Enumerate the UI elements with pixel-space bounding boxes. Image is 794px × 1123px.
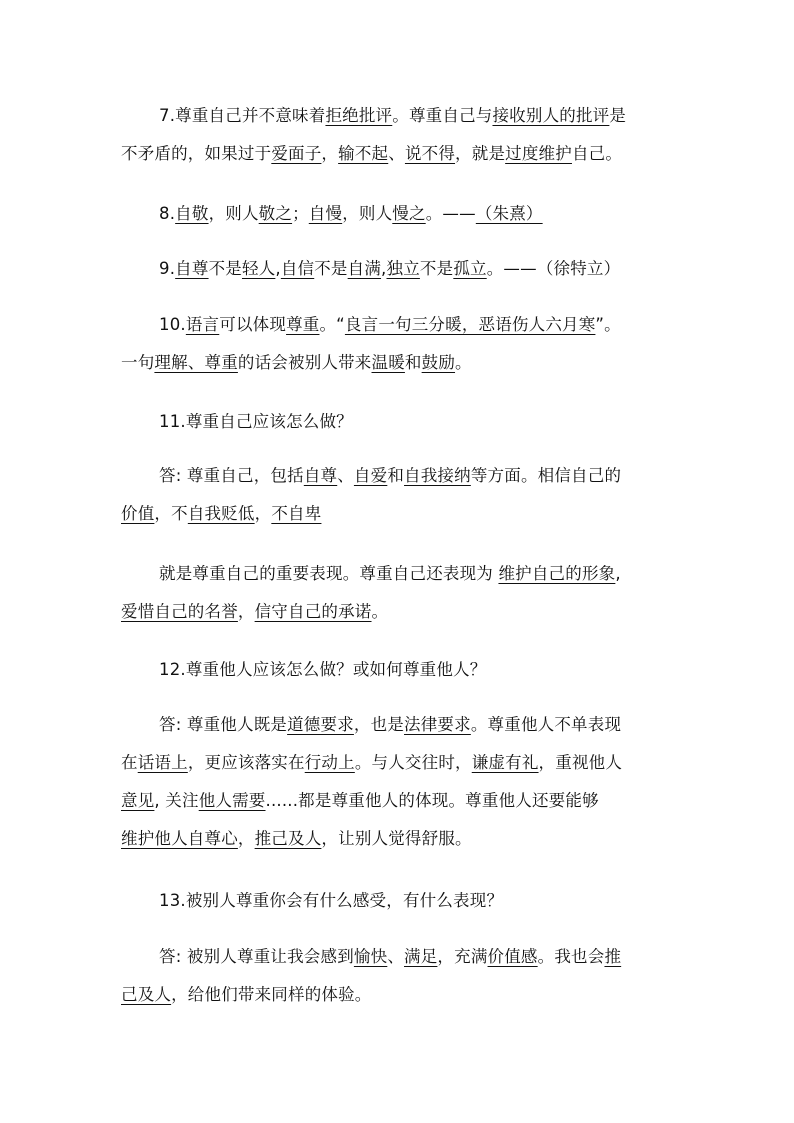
text-run: 答: 尊重自己，包括 [159,466,304,485]
text-run: ，则人 [208,204,259,223]
underlined-term: 理解、尊重 [154,353,238,372]
text-run: 、 [337,466,354,485]
text-run: 一句 [121,353,155,372]
paragraph-13-answer [121,938,681,1014]
text-run: 。“ [319,315,345,334]
underlined-term: 孤立 [453,259,487,278]
text-run: ，让别人觉得舒服。 [321,829,472,848]
underlined-term: 爱面子 [271,144,322,163]
text-run: , [275,259,281,278]
text-run: ，充满 [437,947,488,966]
underlined-term: 行动上 [304,753,355,772]
text-run: ......都是尊重他人的体现。尊重他人还要能够 [265,791,599,810]
text-run: ，更应该落实在 [187,753,305,772]
underlined-term: 自爱 [353,466,388,485]
text-run: ，则人 [342,204,393,223]
text-run: 、 [387,947,405,966]
text-run: 、 [388,144,405,163]
text-run: 答: 被别人尊重让我会感到 [159,947,354,966]
text-line [121,706,681,744]
underlined-term: 敬之 [258,204,293,223]
text-line [121,97,681,135]
underlined-term: 道德要求 [287,715,354,734]
text-run: 11.尊重自己应该怎么做？ [159,412,353,431]
text-run: 不是 [314,259,348,278]
underlined-term: 输不起 [338,144,389,163]
underlined-term: 己及人 [121,985,172,1004]
underlined-term: 温暖 [371,353,405,372]
text-line [121,135,681,173]
text-run: ，就是 [455,144,506,163]
text-run: 。尊重自己与 [392,106,493,125]
text-run: 9. [159,259,176,278]
paragraph-13-question [121,882,681,920]
text-run: 可以体现 [219,315,287,334]
text-run: ， [254,504,272,523]
paragraph-12-question [121,651,681,689]
text-run: , [381,259,387,278]
underlined-term: 自尊 [175,259,209,278]
underlined-term: 价值 [121,504,155,523]
underlined-term: 维护自己的形象 [498,564,616,583]
text-run: 7.尊重自己并不意味着 [159,106,326,125]
text-run: 不是 [419,259,454,278]
text-run: 。—— [425,204,476,223]
text-run: 。与人交往时， [354,753,472,772]
paragraph-8 [121,195,681,233]
underlined-term: 自我接纳 [404,466,471,485]
underlined-term: 信守自己的承诺 [254,602,372,621]
text-run: , [615,564,621,583]
paragraph-10 [121,306,681,382]
underlined-term: 爱惜自己的名誉 [121,602,238,621]
text-line [121,195,681,233]
text-line [121,593,681,631]
underlined-term: 尊重 [286,315,320,334]
underlined-term: 鼓励 [421,353,456,372]
underlined-term: 自满 [347,259,382,278]
paragraph-11-answer-part2 [121,555,681,631]
text-line [121,820,681,858]
text-run: 13.被别人尊重你会有什么感受，有什么表现？ [159,891,504,910]
underlined-term: 满足 [404,947,438,966]
underlined-term: 良言一句三分暖，恶语伤人六月寒 [344,315,596,334]
text-run: 就是尊重自己的重要表现。尊重自己还表现为 [159,564,499,583]
underlined-term: 价值感 [487,947,538,966]
underlined-term: 推 [604,947,622,966]
text-run: 和 [387,466,405,485]
text-run: 的话会被别人带来 [237,353,372,372]
text-line [121,250,681,288]
underlined-term: 他人需要 [198,791,266,810]
text-run: , 关注 [154,791,199,810]
text-run: ； [292,204,309,223]
text-run: 。尊重他人不单表现 [470,715,622,734]
text-run: 自己。 [571,144,623,163]
underlined-term: 不自卑 [271,504,322,523]
text-run: 。——（徐特立） [486,259,621,278]
text-run: 等方面。相信自己的 [470,466,622,485]
text-run: ， [321,144,339,163]
text-line [121,306,681,344]
underlined-term: 轻人 [241,259,276,278]
text-run: ，给他们带来同样的体验。 [171,985,372,1004]
text-line [121,882,681,920]
underlined-term: 拒绝批评 [325,106,393,125]
text-run: 。 [455,353,472,372]
text-line [121,457,681,495]
underlined-term: 谦虚有礼 [471,753,539,772]
underlined-term: 慢之 [392,204,426,223]
text-run: 和 [404,353,422,372]
text-line [121,744,681,782]
text-line [121,976,681,1014]
underlined-term: 说不得 [404,144,456,163]
underlined-term: （朱熹） [475,204,543,223]
underlined-term: 自慢 [308,204,343,223]
underlined-term: 独立 [386,259,420,278]
underlined-term: 维护他人自尊心 [121,829,238,848]
underlined-term: 话语上 [137,753,188,772]
underlined-term: 自我贬低 [187,504,255,523]
text-line [121,938,681,976]
text-line [121,651,681,689]
underlined-term: 自信 [280,259,315,278]
underlined-term: 自敬 [175,204,209,223]
text-run: 12.尊重他人应该怎么做？或如何尊重他人？ [159,660,487,679]
underlined-term: 自尊 [303,466,338,485]
text-run: 答: 尊重他人既是 [159,715,288,734]
text-run: 。 [371,602,389,621]
text-run: ，也是 [353,715,405,734]
text-run: 不是 [208,259,242,278]
paragraph-12-answer [121,706,681,858]
text-run: ，不 [154,504,188,523]
underlined-term: 过度维护 [505,144,572,163]
text-line [121,495,681,533]
text-run: ，重视他人 [538,753,623,772]
text-run: 在 [121,753,138,772]
text-line [121,782,681,820]
underlined-term: 推己及人 [254,829,322,848]
text-run: 不矛盾的，如果过于 [121,144,272,163]
text-run: 8. [159,204,176,223]
paragraph-9 [121,250,681,288]
text-run: ”。 [595,315,621,334]
text-run: ， [237,602,255,621]
underlined-term: 意见 [121,791,155,810]
text-run: ， [237,829,255,848]
underlined-term: 法律要求 [404,715,471,734]
text-run: 是 [609,106,627,125]
text-line [121,344,681,382]
paragraph-11-answer-part1 [121,457,681,533]
paragraph-11-question [121,403,681,441]
underlined-term: 语言 [185,315,220,334]
text-line [121,403,681,441]
text-line [121,555,681,593]
text-run: 10. [159,315,186,334]
text-run: 。我也会 [537,947,605,966]
underlined-term: 愉快 [353,947,388,966]
paragraph-7 [121,97,681,173]
underlined-term: 接收别人的批评 [492,106,610,125]
